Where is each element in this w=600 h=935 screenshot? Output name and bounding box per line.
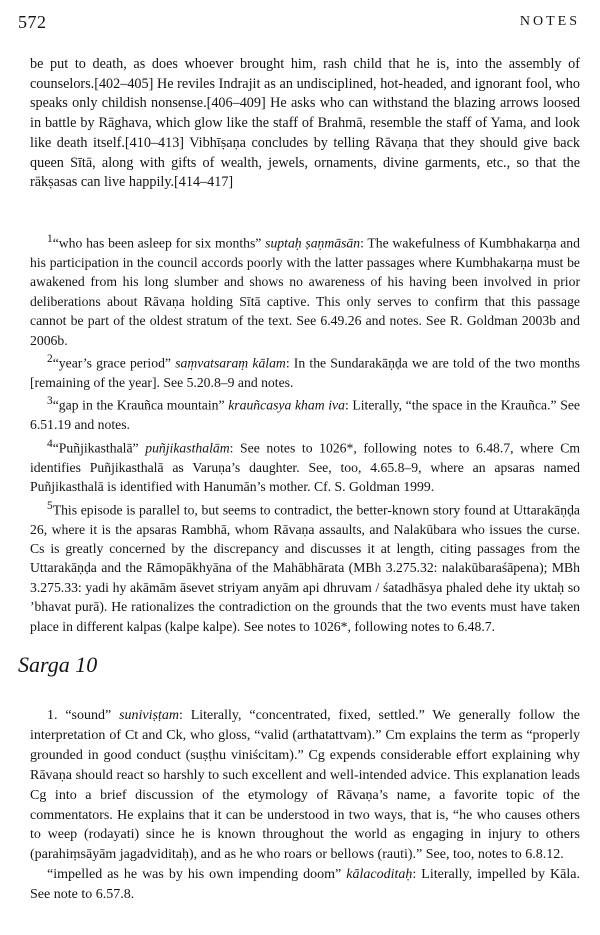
footnote-marker: 1 <box>47 233 53 245</box>
footnote-sanskrit: krauñcasya kham iva <box>228 397 345 413</box>
footnote-marker: 5 <box>47 499 53 512</box>
note-sanskrit: kālacoditaḥ <box>346 867 413 883</box>
footnote-sanskrit: suptaḥ ṣaṇmāsān <box>265 235 361 251</box>
footnote-marker: 3 <box>47 395 53 408</box>
footnote-sanskrit: puñjikasthalām <box>145 440 230 456</box>
footnote <box>30 435 580 497</box>
note-text: : Literally, “concentrated, fixed, settled.” We generally follow the interpretation of Ct and Ck, who gloss, “valid (arthatattvam).” Cm explains the term as “properly grounded in good conduct (suṣṭhu viniścitam).” Cg expends considerable effort explaining why Rāvaṇa should react so harshly to such excellent and well-intended advice. This explanation leads Cg into a brief discussion of the etymology of Rāvaṇa’s name, a favorite topic of the commentators. He explains that it can be understood in two ways, that is, “he who causes others to weep (rodayati) since he is known throughout the world as engaging in injury to others (parahiṃsāyām jagadviditaḥ), and as he who roars or bellows (rauti).” See, too, notes to 6.8.12. <box>30 708 580 863</box>
page-header <box>18 12 580 36</box>
sarga-note <box>30 706 580 865</box>
footnote-text: This episode is parallel to, but seems to contradict, the better-known story found at Uttarakāṇḍa 26, where it is the apsaras Rambhā, whom Rāvaṇa assaults, and Nalakūbara who issues the curse. Cs is greatly concerned by the discrepancy and discusses it at length, citing passages from the Uttarakāṇḍa and the Rāmopākhyāna of the Mahābhārata (MBh 3.275.32: nalakūbaraśāpena); MBh 3.275.33: yadi hy akāmām āsevet striyam anyām api dhruvam / śatadhāsya phaled dehe ity uktaḥ so ’bhavat purā). He rationalizes the contradiction on the grounds that the two events must have taken place in different kalpas (kalpe kalpe). See notes to 1026*, following notes to 6.48.7. <box>30 502 580 634</box>
page-number: 572 <box>18 12 47 32</box>
footnote-lemma: “gap in the Krauñca mountain” <box>52 397 225 413</box>
footnote-text: : Literally, “the space in the Krauñca.” See 6.51.19 and notes. <box>30 397 581 433</box>
footnote-lemma: “who has been asleep for six months” <box>52 235 262 251</box>
footnote-sanskrit: saṃvatsaraṃ kālam <box>175 355 286 371</box>
footnote-text: : The wakefulness of Kumbhakarṇa and his participation in the council accords poorly with the latter passages where Kumbhakarṇa must be awakened from his long slumber and shows no awareness of his having been involved in prior deliberations about Rāvaṇa holding Sītā captive. This only serves to confirm that this passage cannot be part of the oldest stratum of the text. See 6.49.26 and notes. See R. Goldman 2003b and 2006b. <box>30 235 580 348</box>
note-lead: 1. “sound” <box>47 708 112 723</box>
footnotes-block <box>30 230 580 636</box>
footnote <box>30 350 580 392</box>
note-sanskrit: suniviṣṭam <box>119 708 179 723</box>
footnote-text: : See notes to 1026*, following notes to 6.48.7, where Cm identifies Puñjikasthalā as Varuṇa’s daughter. See, too, 4.65.8–9, where an apsaras named Puñjikasthalā is identified with Hanumān’s mother. Cf. S. Goldman 1999. <box>30 440 580 495</box>
note-lead: “impelled as he was by his own impending doom” <box>47 867 342 883</box>
sarga-note <box>30 865 580 905</box>
footnote-marker: 2 <box>47 353 53 365</box>
footnote <box>30 392 580 434</box>
footnote-text: : In the Sundarakāṇḍa we are told of the two months [remaining of the year]. See 5.20.8–9 and notes. <box>30 355 581 390</box>
footnote <box>30 230 580 350</box>
running-title: NOTES <box>519 14 580 29</box>
note-text: : Literally, impelled by Kāla. See note to 6.57.8. <box>30 867 580 903</box>
sarga-notes-block <box>30 706 580 905</box>
footnote <box>30 497 580 636</box>
summary-paragraph: be put to death, as does whoever brought him, rash child that he is, into the assembly of counselors.[402–405] He reviles Indrajit as an undisciplined, hot-headed, and ignorant fool, who speaks only childish nonsense.[406–409] He asks who can withstand the blazing arrows loosed in battle by Rāghava, which glow like the staff of Brahmā, resemble the staff of Yama, and look like death itself.[410–413] Vibhīṣaṇa concludes by telling Rāvaṇa that they should give back queen Sītā, along with gifts of wealth, jewels, ornaments, divine garments, etc., so that the rākṣasas can live happily.[414–417] <box>30 56 580 191</box>
section-heading: Sarga 10 <box>18 652 98 677</box>
footnote-lemma: “Puñjikasthalā” <box>52 440 139 456</box>
footnote-marker: 4 <box>47 437 53 450</box>
footnote-lemma: “year’s grace period” <box>52 355 171 371</box>
